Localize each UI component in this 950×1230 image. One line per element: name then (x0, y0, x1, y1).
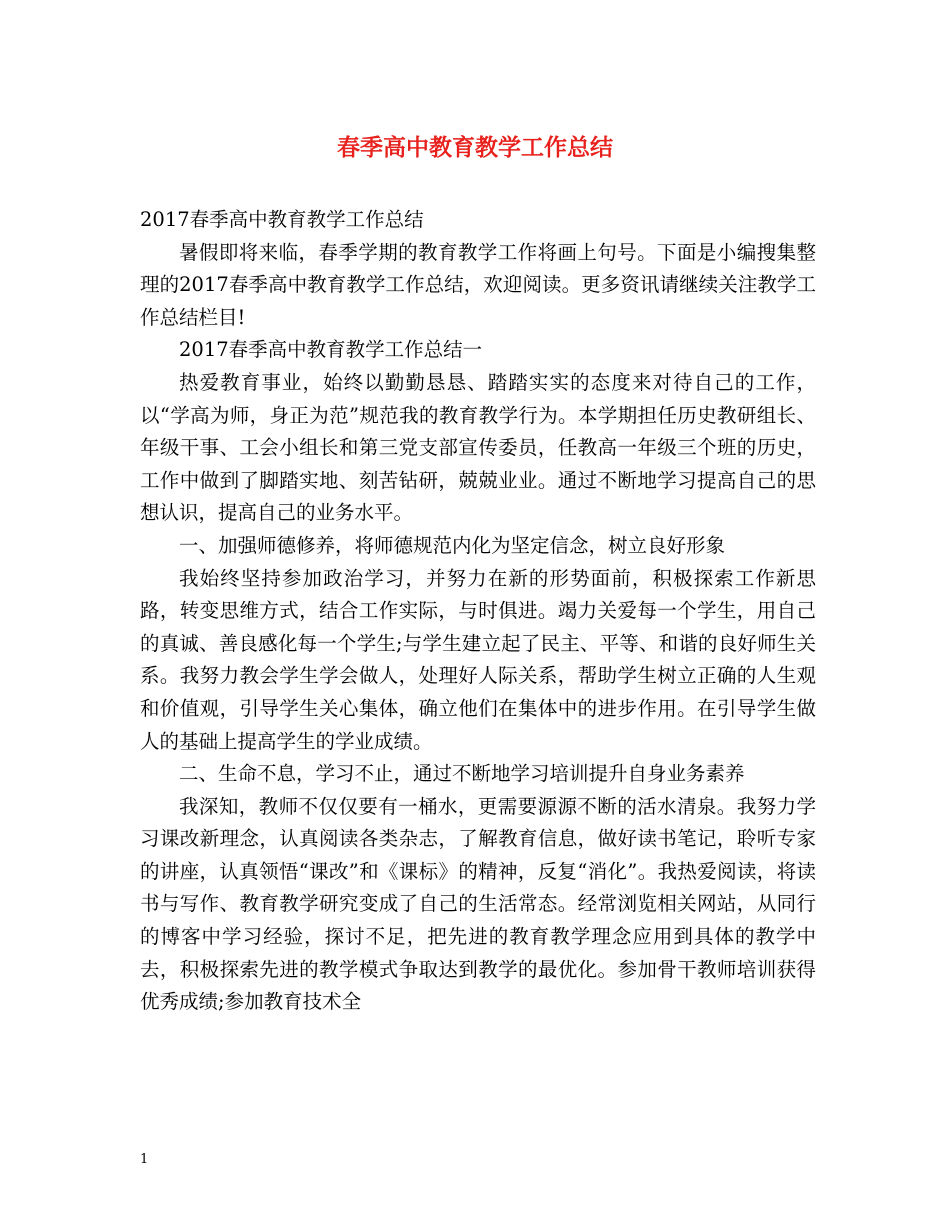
section-heading: 二、生命不息，学习不止，通过不断地学习培训提升自身业务素养 (179, 762, 745, 786)
paragraph: 2017春季高中教育教学工作总结 (140, 208, 424, 231)
paragraph: 暑假即将来临，春季学期的教育教学工作将画上句号。下面是小编搜集整理的2017春季高中教育教学工作总结，欢迎阅读。更多资讯请继续关注教学工作总结栏目! (140, 240, 816, 329)
document-title: 春季高中教育教学工作总结 (337, 134, 613, 161)
paragraph: 2017春季高中教育教学工作总结一 (179, 338, 483, 362)
document-body (140, 204, 816, 1019)
paragraph: 我深知，教师不仅仅要有一桶水，更需要源源不断的活水清泉。我努力学习课改新理念，认真阅读各类杂志，了解教育信息，做好读书笔记，聆听专家的讲座，认真领悟“课改”和《课标》的精神，反复“消化”。我热爱阅读，将读书与写作、教育教学研究变成了自己的生活常态。经常浏览相关网站，从同行的博客中学习经验，探讨不足，把先进的教育教学理念应用到具体的教学中去，积极探索先进的教学模式争取达到教学的最优化。参加骨干教师培训获得优秀成绩;参加教育技术全 (140, 794, 816, 1014)
section-heading: 一、加强师德修养，将师德规范内化为坚定信念，树立良好形象 (179, 533, 726, 557)
page-number: 1 (140, 1152, 149, 1167)
paragraph: 热爱教育事业，始终以勤勤恳恳、踏踏实实的态度来对待自己的工作，以“学高为师，身正为范”规范我的教育教学行为。本学期担任历史教研组长、年级干事、工会小组长和第三党支部宣传委员，任教高一年级三个班的历史，工作中做到了脚踏实地、刻苦钻研，兢兢业业。通过不断地学习提高自己的思想认识，提高自己的业务水平。 (140, 370, 816, 525)
paragraph: 我始终坚持参加政治学习，并努力在新的形势面前，积极探索工作新思路，转变思维方式，结合工作实际，与时俱进。竭力关爱每一个学生，用自己的真诚、善良感化每一个学生;与学生建立起了民主、平等、和谐的良好师生关系。我努力教会学生学会做人，处理好人际关系，帮助学生树立正确的人生观和价值观，引导学生关心集体，确立他们在集体中的进步作用。在引导学生做人的基础上提高学生的学业成绩。 (140, 566, 816, 753)
